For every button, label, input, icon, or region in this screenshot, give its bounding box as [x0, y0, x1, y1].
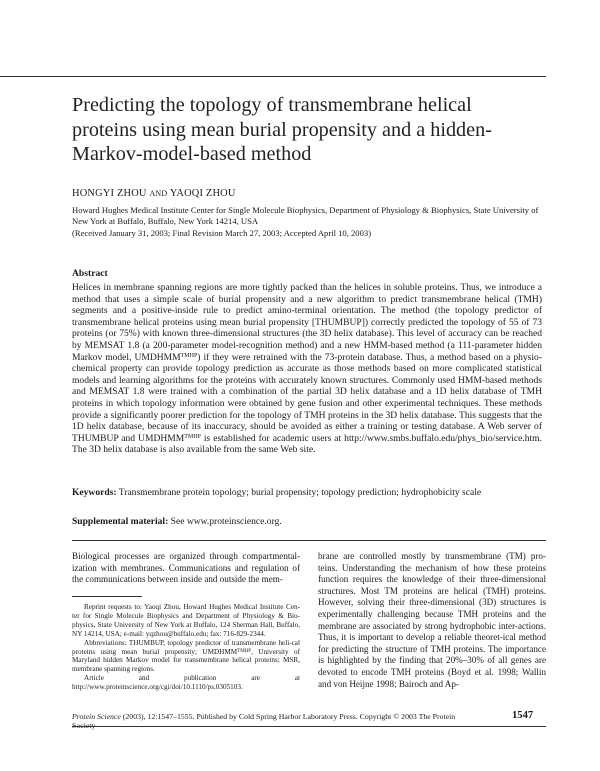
supplemental-label: Supplemental material: [72, 516, 169, 527]
footer-citation: (2003), 12:1547–1555. Published by Cold Spring Harbor Laboratory Press. Copyright © 2003 The Protein [122, 712, 456, 721]
abstract-text: Helices in membrane spanning regions are more tightly packed than the helices in soluble proteins. Thus, we introduce a method that uses a simple scale of burial propensity and a new algorithm to predict transmembrane helical (TMH) segments and a positive-inside rule to predict amino-terminal orientation. The method (the topology predictor of transmembrane helical proteins using mean burial propensity [THUMBUP]) correctly predicted the topology of 55 of 73 proteins (or 75%) with known three-dimensional structures (the 3D helix database). This level of accuracy can be reached by MEMSAT 1.8 (a 200-parameter model-recognition method) and a new HMM-based method (a 111-parameter hidden Markov model, UMDHMM [72, 282, 542, 363]
author-name: HONGYI ZHOU [72, 188, 147, 199]
author-line [72, 188, 236, 199]
page-number: 1547 [512, 710, 534, 721]
page-footer [72, 712, 462, 730]
keywords [72, 487, 542, 499]
keywords-text: Transmembrane protein topology; burial propensity; topology prediction; hydrophobicity scale [118, 487, 482, 498]
article-title: Predicting the topology of transmembrane helical proteins using mean burial propensity and a hidden-Markov-model-based method [72, 94, 492, 165]
superscript: TMHP [180, 352, 198, 359]
keywords-label: Keywords: [72, 487, 117, 498]
abstract-body [72, 282, 542, 456]
footnote-reprint: Reprint requests to: Yaoqi Zhou, Howard Hughes Medical Institute Cen-ter for Single Molecule Biophysics and Department of Physiology & Bio-physics, State University of New York at Buffalo, 124 Sherman Hall, Buffalo, NY 14214, USA; e-mail: yqzhou@buffalo.edu; fax: 716-829-2344. [72, 603, 300, 638]
section-divider [72, 540, 546, 541]
footnote-text: , University of Maryland hidden Markov model for transmembrane helical proteins; MSR, membrane spanning regions. [72, 647, 300, 674]
top-rule [0, 76, 546, 77]
supplemental-text: See www.proteinscience.org. [170, 516, 282, 527]
footnotes [72, 603, 300, 692]
superscript: TMHP [184, 433, 201, 440]
superscript: TMHP [237, 648, 252, 654]
journal-name: Protein Science [72, 712, 121, 721]
footer-rule [72, 726, 546, 727]
abstract-text: is established for academic users at http://www.smbs.buffalo.edu/phys_bio/service.htm. The 3D helix database is also available from the same Web site. [72, 432, 542, 456]
author-name: YAOQI ZHOU [169, 188, 236, 199]
footnote-text: Abbreviations: THUMBUP, topology predictor of transmembrane heli-cal proteins using mean burial propensity; UMDHMM [72, 638, 300, 656]
footnote-rule [72, 596, 142, 597]
footnote-abbreviations [72, 639, 300, 675]
affiliation: Howard Hughes Medical Institute Center for Single Molecule Biophysics, Department of Physiology & Biophysics, State University of New York at Buffalo, Buffalo, New York 14214, USA [72, 205, 539, 227]
intro-right-column: brane are controlled mostly by transmembrane (TM) pro-teins. Understanding the mechanism of how these proteins function requires the knowledge of their three-dimensional structures. Most TM proteins are helical (TMH) proteins. However, solving their three-dimensional (3D) structures is experimentally challenging because TMH proteins and the membrane are associated by strong hydrophobic inter-actions. Thus, it is important to develop a reliable theoret-ical method for predicting the structure of TMH proteins. The importance is highlighted by the finding that 20%–30% of all genes are devoted to encode TMH proteins (Boyd et al. 1998; Wallin and von Heijne 1998; Bairoch and Ap- [318, 551, 546, 689]
author-conjunction: AND [149, 189, 168, 198]
abstract-text: ) if they were retrained with the 73-protein database. Thus, a method based on a physio-chemical property can provide topology prediction as accurate as those methods based on more complicated statistical models and learning algorithms for the proteins with accurately known structures. Commonly used HMM-based methods and MEMSAT 1.8 were trained with a combination of the partial 3D helix database and a 1D helix database of TMH proteins in which topology information were obtained by gene fusion and other experimental techniques. These methods provide a significantly poorer prediction for the topology of TMH proteins in the 3D helix database. This suggests that the 1D helix database, because of its inaccuracy, should be avoided as either a training or testing database. A Web server of THUMBUP and UMDHMM [72, 351, 543, 444]
publication-dates: (Received January 31, 2003; Final Revision March 27, 2003; Accepted April 10, 2003) [72, 228, 372, 238]
footnote-article: Article and publication are at http://www.proteinscience.org/cgi/doi/10.1110/ps.0305103. [72, 674, 300, 692]
abstract-heading: Abstract [72, 268, 108, 279]
intro-left-column: Biological processes are organized through compartmental-ization with membranes. Communications and regulation of the communications between inside and outside the mem- [72, 551, 300, 585]
supplemental-material [72, 516, 542, 527]
